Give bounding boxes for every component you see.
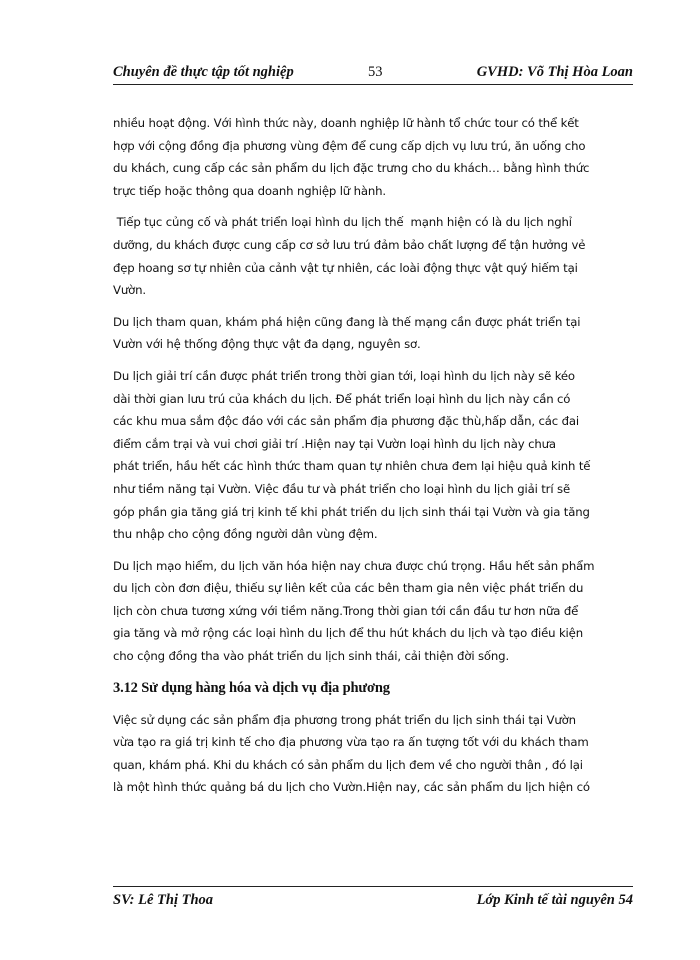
paragraph-6 (113, 709, 633, 799)
text-line: Du lịch mạo hiểm, du lịch văn hóa hiện nay chưa được chú trọng. Hầu hết sản phẩm (113, 558, 595, 573)
text-line: các khu mua sắm độc đáo với các sản phẩm địa phương đặc thù,hấp dẫn, các đai (113, 414, 580, 429)
text-line: điểm cắm trại và vui chơi giải trí .Hiện nay tại Vườn loại hình du lịch này chưa (113, 436, 556, 451)
header-advisor: GVHD: Võ Thị Hòa Loan (476, 64, 633, 80)
text-line: quan, khám phá. Khi du khách có sản phẩm du lịch đem về cho người thân , đó lại (113, 757, 583, 772)
text-line: phát triển, hầu hết các hình thức tham quan tự nhiên chưa đem lại hiệu quả kinh tế (113, 459, 591, 474)
header-rule (113, 84, 633, 85)
text-line: dài thời gian lưu trú của khách du lịch. Để phát triển loại hình du lịch này cần có (113, 391, 571, 406)
text-line: trực tiếp hoặc thông qua doanh nghiệp lữ hành. (113, 183, 386, 198)
text-line: Vườn với hệ thống động thực vật đa dạng, nguyên sơ. (113, 337, 421, 352)
section-heading: 3.12 Sử dụng hàng hóa và dịch vụ địa phương (113, 679, 390, 696)
text-line: hợp với cộng đồng địa phương vùng đệm để cung cấp dịch vụ lưu trú, ăn uống cho (113, 138, 586, 153)
text-line: đẹp hoang sơ tự nhiên của cảnh vật tự nhiên, các loài động thực vật quý hiếm tại (113, 260, 578, 275)
document-body (113, 112, 633, 808)
paragraph-1 (113, 112, 633, 202)
text-line: góp phần gia tăng giá trị kinh tế khi phát triển du lịch sinh thái tại Vườn và gia tăng (113, 504, 590, 519)
header-title: Chuyên đề thực tập tốt nghiệp (113, 64, 294, 80)
footer-class: Lớp Kinh tế tài nguyên 54 (476, 892, 633, 908)
text-line: Tiếp tục củng cố và phát triển loại hình du lịch thế mạnh hiện có là du lịch nghỉ (113, 215, 572, 230)
text-line: như tiềm năng tại Vườn. Việc đầu tư và phát triển cho loại hình du lịch giải trí sẽ (113, 481, 570, 496)
page-number: 53 (368, 64, 383, 80)
text-line: dưỡng, du khách được cung cấp cơ sở lưu trú đảm bảo chất lượng để tận hưởng vẻ (113, 237, 586, 252)
text-line: thu nhập cho cộng đồng người dân vùng đệm. (113, 527, 378, 542)
text-line: lịch còn chưa tương xứng với tiềm năng.Trong thời gian tới cần đầu tư hơn nữa để (113, 603, 579, 618)
text-line: Du lịch tham quan, khám phá hiện cũng đang là thế mạng cần được phát triển tại (113, 314, 581, 329)
text-line: du lịch còn đơn điệu, thiếu sự liên kết của các bên tham gia nên việc phát triển du (113, 581, 584, 596)
footer-student: SV: Lê Thị Thoa (113, 892, 214, 908)
text-line: Vườn. (113, 283, 146, 298)
paragraph-2 (113, 211, 633, 301)
text-line: gia tăng và mở rộng các loại hình du lịch để thu hút khách du lịch và tạo điều kiện (113, 626, 583, 641)
text-line: cho cộng đồng tha vào phát triển du lịch sinh thái, cải thiện đời sống. (113, 649, 510, 664)
text-line: Việc sử dụng các sản phẩm địa phương trong phát triển du lịch sinh thái tại Vườn (113, 712, 576, 727)
text-line: nhiều hoạt động. Với hình thức này, doanh nghiệp lữ hành tổ chức tour có thể kết (113, 116, 579, 130)
paragraph-5 (113, 555, 633, 668)
text-line: du khách, cung cấp các sản phẩm du lịch đặc trưng cho du khách… bằng hình thức (113, 161, 590, 176)
paragraph-3 (113, 311, 633, 356)
text-line: Du lịch giải trí cần được phát triển trong thời gian tới, loại hình du lịch này sẽ kéo (113, 368, 575, 383)
text-line: là một hình thức quảng bá du lịch cho Vườn.Hiện nay, các sản phẩm du lịch hiện có (113, 780, 590, 795)
footer-rule (113, 886, 633, 887)
text-line: vừa tạo ra giá trị kinh tế cho địa phương vừa tạo ra ấn tượng tốt với du khách tham (113, 735, 589, 750)
paragraph-4 (113, 365, 633, 546)
